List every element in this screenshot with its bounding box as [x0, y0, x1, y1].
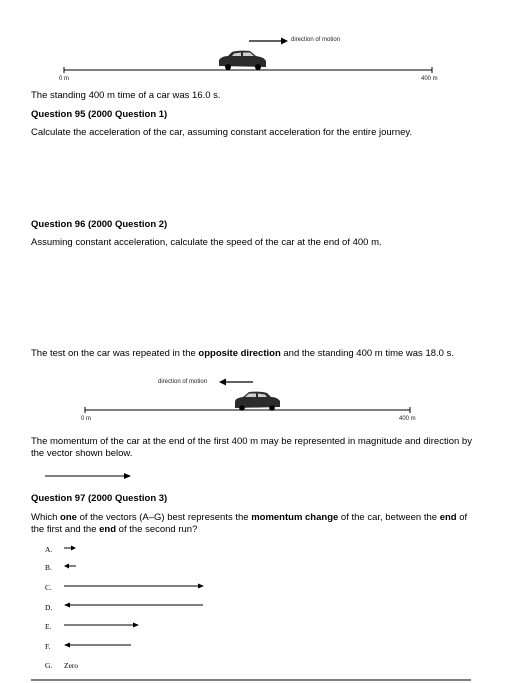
- intro-text: The standing 400 m time of a car was 16.0 s.: [31, 90, 221, 101]
- momentum-text: The momentum of the car at the end of the first 400 m may be represented in magnitude and direction by the vector shown below.: [31, 436, 472, 459]
- question-97-heading: Question 97 (2000 Question 3): [31, 493, 168, 504]
- question-96-heading: Question 96 (2000 Question 2): [31, 219, 168, 230]
- question-95-text: Calculate the acceleration of the car, assuming constant acceleration for the entire journey.: [31, 127, 413, 138]
- option-c-label: C.: [45, 583, 52, 592]
- q97-text-bold: end: [99, 524, 117, 535]
- q97-text-part: of the car, between the: [338, 512, 440, 523]
- question-95-heading: Question 95 (2000 Question 1): [31, 109, 168, 120]
- q97-text-bold: one: [60, 512, 77, 523]
- direction-label: direction of motion: [291, 37, 341, 43]
- q97-text-part: of the second run?: [116, 524, 198, 535]
- option-g-label: G.: [45, 661, 53, 670]
- repeat-text-part: The test on the car was repeated in the: [31, 348, 199, 359]
- q97-text-bold: end: [439, 512, 457, 523]
- question-96-text: Assuming constant acceleration, calculate the speed of the car at the end of 400 m.: [31, 237, 382, 248]
- option-e-label: E.: [45, 622, 52, 631]
- start-label: 0 m: [81, 416, 92, 422]
- end-label: 400 m: [399, 416, 416, 422]
- option-g-text: Zero: [64, 661, 79, 670]
- start-label: 0 m: [59, 76, 70, 82]
- repeat-text-part: and the standing 400 m time was 18.0 s.: [280, 348, 454, 359]
- option-b-label: B.: [45, 563, 52, 572]
- option-f-label: F.: [45, 642, 51, 651]
- repeat-text-bold: opposite direction: [198, 348, 281, 359]
- option-a-label: A.: [45, 545, 53, 554]
- q97-text-part: of the vectors (A–G) best represents the: [76, 512, 252, 523]
- q97-text-part: Which: [31, 512, 61, 523]
- end-label: 400 m: [421, 76, 438, 82]
- direction-label: direction of motion: [158, 379, 208, 385]
- option-d-label: D.: [45, 603, 53, 612]
- q97-text-bold: momentum change: [251, 512, 339, 523]
- q97-text-part: of the first and the: [31, 512, 468, 535]
